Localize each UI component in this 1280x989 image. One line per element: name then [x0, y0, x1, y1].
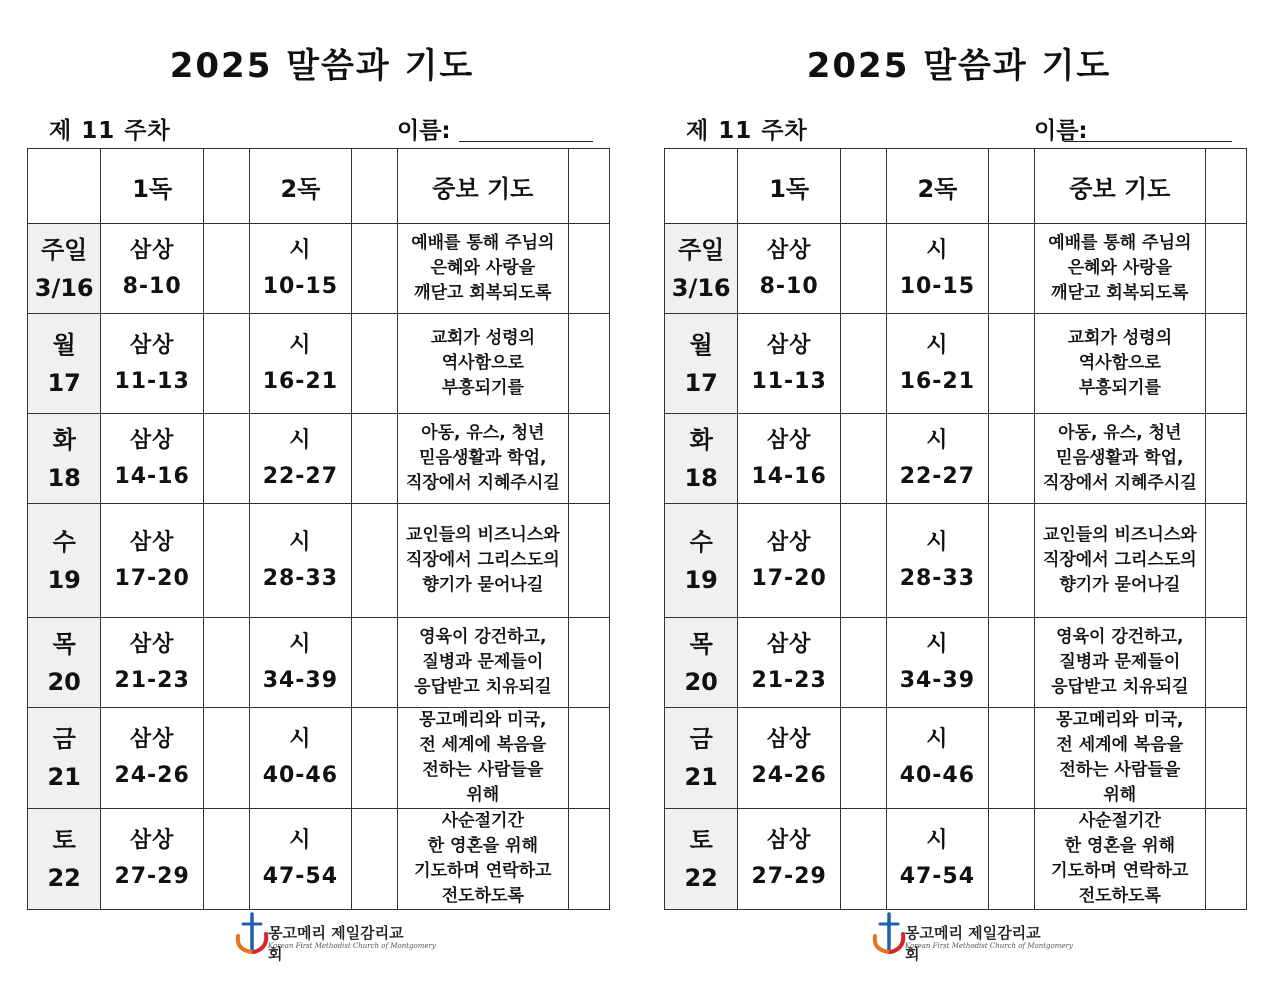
reading2-book: 시 — [926, 631, 949, 657]
prayer-cell — [1034, 504, 1205, 618]
reading1-checkbox[interactable] — [840, 224, 886, 314]
reading1-checkbox[interactable] — [203, 224, 249, 314]
header-reading1: 1독 — [101, 149, 204, 224]
day-name: 수 — [52, 527, 76, 556]
day-date: 21 — [684, 763, 718, 791]
table-row — [665, 504, 1247, 618]
prayer-checkbox[interactable] — [1205, 809, 1246, 910]
table-row — [28, 224, 610, 314]
reading1-checkbox[interactable] — [840, 414, 886, 504]
prayer-line: 전 세계에 복음을 — [1056, 735, 1184, 755]
prayer-line: 아동, 유스, 청년 — [1058, 423, 1182, 443]
reading1-cell — [738, 414, 841, 504]
reading1-book: 삼상 — [129, 828, 175, 853]
reading1-cell — [101, 414, 204, 504]
prayer-line: 은혜와 사랑을 — [1067, 258, 1173, 278]
prayer-cell — [1034, 414, 1205, 504]
reading2-chapters: 34-39 — [899, 667, 976, 693]
prayer-line: 기도하며 연락하고 — [1051, 861, 1189, 881]
day-date: 20 — [684, 667, 718, 696]
reading2-checkbox[interactable] — [351, 504, 397, 618]
reading1-book: 삼상 — [129, 332, 175, 358]
church-cross-logo-icon — [869, 912, 909, 956]
church-logo — [232, 912, 436, 963]
prayer-cell — [397, 708, 568, 809]
prayer-line: 응답받고 치유되길 — [414, 677, 552, 697]
day-date: 20 — [47, 667, 81, 696]
table-row — [28, 504, 610, 618]
reading2-book: 시 — [926, 237, 949, 263]
reading2-checkbox[interactable] — [351, 809, 397, 910]
day-cell — [665, 414, 738, 504]
reading2-cell — [250, 504, 352, 618]
day-cell — [28, 809, 101, 910]
reading2-cell — [887, 618, 989, 708]
reading2-chapters: 16-21 — [899, 368, 976, 394]
logo-text: 몽고메리 제일감리교회 — [905, 924, 1041, 963]
prayer-line: 교인들의 비즈니스와 — [405, 525, 560, 545]
reading2-checkbox[interactable] — [351, 708, 397, 809]
week-label: 제 11 주차 — [49, 118, 171, 144]
prayer-checkbox[interactable] — [568, 314, 609, 414]
church-logo — [869, 912, 1073, 963]
reading1-cell — [738, 809, 841, 910]
prayer-line: 은혜와 사랑을 — [430, 258, 536, 278]
sheet-title: 2025 말씀과 기도 — [169, 46, 475, 86]
prayer-checkbox[interactable] — [1205, 414, 1246, 504]
reading1-checkbox[interactable] — [203, 618, 249, 708]
prayer-line: 부흥되기를 — [1078, 378, 1161, 398]
day-name: 토 — [52, 826, 76, 854]
header-reading2: 2독 — [887, 149, 989, 224]
reading1-chapters: 17-20 — [751, 565, 827, 591]
prayer-line: 교인들의 비즈니스와 — [1042, 525, 1197, 545]
reading2-checkbox[interactable] — [351, 314, 397, 414]
reading2-book: 시 — [926, 332, 949, 358]
day-cell — [28, 314, 101, 414]
prayer-line: 전하는 사람들을 — [1059, 760, 1181, 780]
prayer-line: 직장에서 그리스도의 — [405, 550, 560, 570]
reading1-chapters: 14-16 — [114, 463, 190, 489]
prayer-line: 부흥되기를 — [441, 378, 524, 398]
header-check3 — [568, 149, 609, 224]
day-date: 3/16 — [671, 273, 731, 302]
reading2-chapters: 40-46 — [899, 763, 976, 788]
day-cell — [665, 224, 738, 314]
day-date: 19 — [684, 565, 718, 594]
prayer-line: 깨닫고 회복되도록 — [1051, 283, 1189, 303]
reading1-cell — [101, 504, 204, 618]
reading2-book: 시 — [289, 237, 312, 263]
reading1-book: 삼상 — [766, 237, 812, 263]
reading1-chapters: 24-26 — [751, 763, 827, 788]
logo-subtext: Korean First Methodist Church of Montgomery — [268, 942, 436, 950]
name-field[interactable] — [459, 141, 593, 142]
reading1-book: 삼상 — [766, 427, 812, 453]
reading2-chapters: 10-15 — [899, 273, 976, 299]
reading2-cell — [887, 708, 989, 809]
day-name: 화 — [52, 425, 76, 454]
reading2-cell — [250, 414, 352, 504]
sheet-title: 2025 말씀과 기도 — [806, 46, 1112, 86]
prayer-cell — [397, 504, 568, 618]
prayer-checkbox[interactable] — [1205, 224, 1246, 314]
reading1-cell — [738, 708, 841, 809]
day-name: 화 — [689, 425, 713, 454]
day-date: 18 — [47, 463, 81, 492]
reading2-book: 시 — [926, 828, 949, 853]
day-cell — [28, 504, 101, 618]
day-name: 주일 — [41, 235, 88, 264]
prayer-cell — [397, 618, 568, 708]
reading1-checkbox[interactable] — [203, 708, 249, 809]
header-check1 — [203, 149, 249, 224]
prayer-line: 역사함으로 — [1078, 353, 1161, 373]
prayer-line: 한 영혼을 위해 — [1064, 836, 1175, 856]
name-label: 이름: — [1034, 118, 1088, 144]
header-check1 — [840, 149, 886, 224]
day-name: 월 — [52, 330, 76, 359]
header-reading2: 2독 — [250, 149, 352, 224]
reading1-chapters: 17-20 — [114, 565, 190, 591]
header-reading1: 1독 — [738, 149, 841, 224]
day-name: 월 — [689, 330, 713, 359]
name-field[interactable] — [1064, 141, 1232, 142]
prayer-line: 기도하며 연락하고 — [414, 861, 552, 881]
prayer-checkbox[interactable] — [568, 708, 609, 809]
reading2-checkbox[interactable] — [988, 504, 1034, 618]
reading1-cell — [738, 504, 841, 618]
prayer-checkbox[interactable] — [1205, 504, 1246, 618]
reading1-cell — [101, 708, 204, 809]
day-date: 18 — [684, 463, 718, 492]
reading2-chapters: 40-46 — [262, 763, 339, 788]
reading1-book: 삼상 — [766, 332, 812, 358]
prayer-checkbox[interactable] — [1205, 618, 1246, 708]
reading2-checkbox[interactable] — [988, 314, 1034, 414]
reading2-book: 시 — [926, 529, 949, 555]
logo-subtext: Korean First Methodist Church of Montgomery — [905, 942, 1073, 950]
prayer-line: 직장에서 지혜주시길 — [1042, 473, 1197, 493]
reading1-cell — [101, 809, 204, 910]
prayer-checkbox[interactable] — [1205, 314, 1246, 414]
header-check2 — [988, 149, 1034, 224]
table-row — [665, 414, 1247, 504]
prayer-line: 사순절기간 — [1078, 811, 1161, 831]
prayer-cell — [1034, 809, 1205, 910]
table-row — [28, 618, 610, 708]
prayer-cell — [397, 224, 568, 314]
reading1-checkbox[interactable] — [203, 504, 249, 618]
day-cell — [665, 314, 738, 414]
day-date: 22 — [684, 864, 718, 892]
table-row — [28, 809, 610, 910]
prayer-line: 믿음생활과 학업, — [419, 448, 547, 468]
table-row — [665, 708, 1247, 809]
reading2-checkbox[interactable] — [988, 224, 1034, 314]
day-date: 21 — [47, 763, 81, 791]
day-cell — [28, 414, 101, 504]
reading1-chapters: 8-10 — [122, 273, 182, 299]
reading2-cell — [887, 504, 989, 618]
prayer-cell — [397, 809, 568, 910]
reading1-book: 삼상 — [129, 529, 175, 555]
reading-plan-table — [27, 148, 610, 910]
table-header-row — [665, 149, 1247, 224]
table-row — [665, 314, 1247, 414]
reading2-book: 시 — [289, 529, 312, 555]
reading1-checkbox[interactable] — [840, 809, 886, 910]
reading2-book: 시 — [926, 727, 949, 752]
reading2-chapters: 34-39 — [262, 667, 339, 693]
day-name: 목 — [689, 629, 713, 658]
reading2-checkbox[interactable] — [351, 224, 397, 314]
reading2-cell — [887, 224, 989, 314]
prayer-cell — [1034, 618, 1205, 708]
logo-text: 몽고메리 제일감리교회 — [268, 924, 404, 963]
reading2-chapters: 47-54 — [262, 864, 339, 889]
day-date: 19 — [47, 565, 81, 594]
reading2-book: 시 — [289, 727, 312, 752]
prayer-line: 역사함으로 — [441, 353, 524, 373]
prayer-line: 영육이 강건하고, — [1056, 627, 1184, 647]
prayer-checkbox[interactable] — [568, 809, 609, 910]
day-date: 17 — [47, 368, 81, 397]
prayer-cell — [1034, 314, 1205, 414]
reading2-book: 시 — [289, 631, 312, 657]
church-cross-logo-icon — [232, 912, 272, 956]
header-prayer: 중보 기도 — [397, 149, 568, 224]
prayer-line: 질병과 문제들이 — [1059, 652, 1181, 672]
reading2-chapters: 28-33 — [262, 565, 339, 591]
reading2-cell — [887, 809, 989, 910]
reading2-book: 시 — [289, 427, 312, 453]
reading2-checkbox[interactable] — [988, 618, 1034, 708]
prayer-cell — [1034, 224, 1205, 314]
prayer-line: 믿음생활과 학업, — [1056, 448, 1184, 468]
reading1-book: 삼상 — [766, 529, 812, 555]
table-row — [28, 708, 610, 809]
reading2-cell — [887, 414, 989, 504]
reading1-chapters: 8-10 — [759, 273, 819, 299]
reading1-chapters: 24-26 — [114, 763, 190, 788]
day-cell — [665, 809, 738, 910]
table-row — [665, 224, 1247, 314]
reading1-cell — [738, 618, 841, 708]
prayer-line: 예배를 통해 주님의 — [1048, 233, 1192, 253]
reading1-book: 삼상 — [129, 631, 175, 657]
reading2-cell — [250, 224, 352, 314]
reading1-cell — [738, 314, 841, 414]
week-label: 제 11 주차 — [686, 118, 808, 144]
reading1-book: 삼상 — [129, 427, 175, 453]
reading2-checkbox[interactable] — [988, 708, 1034, 809]
prayer-line: 몽고메리와 미국, — [1056, 710, 1184, 730]
prayer-line: 위해 — [1103, 785, 1137, 805]
reading1-book: 삼상 — [129, 237, 175, 263]
day-name: 수 — [689, 527, 713, 556]
day-name: 목 — [52, 629, 76, 658]
prayer-checkbox[interactable] — [568, 224, 609, 314]
reading1-book: 삼상 — [766, 631, 812, 657]
reading1-chapters: 11-13 — [751, 368, 827, 394]
reading1-chapters: 27-29 — [114, 864, 190, 889]
reading1-checkbox[interactable] — [840, 708, 886, 809]
prayer-cell — [397, 414, 568, 504]
prayer-line: 영육이 강건하고, — [419, 627, 547, 647]
reading1-checkbox[interactable] — [840, 618, 886, 708]
prayer-line: 한 영혼을 위해 — [427, 836, 538, 856]
reading1-checkbox[interactable] — [203, 414, 249, 504]
reading2-chapters: 28-33 — [899, 565, 976, 591]
reading1-chapters: 27-29 — [751, 864, 827, 889]
reading2-chapters: 47-54 — [899, 864, 976, 889]
reading1-cell — [738, 224, 841, 314]
reading2-cell — [250, 314, 352, 414]
reading1-cell — [101, 314, 204, 414]
reading2-chapters: 22-27 — [262, 463, 339, 489]
day-cell — [665, 708, 738, 809]
prayer-line: 아동, 유스, 청년 — [421, 423, 545, 443]
reading2-chapters: 16-21 — [262, 368, 339, 394]
reading1-chapters: 11-13 — [114, 368, 190, 394]
reading1-book: 삼상 — [766, 828, 812, 853]
prayer-line: 질병과 문제들이 — [422, 652, 544, 672]
table-row — [665, 618, 1247, 708]
reading1-chapters: 21-23 — [751, 667, 827, 693]
prayer-line: 전도하도록 — [1078, 886, 1161, 906]
day-date: 17 — [684, 368, 718, 397]
reading1-book: 삼상 — [766, 727, 812, 752]
reading1-checkbox[interactable] — [203, 809, 249, 910]
header-check2 — [351, 149, 397, 224]
reading1-checkbox[interactable] — [203, 314, 249, 414]
reading2-checkbox[interactable] — [351, 414, 397, 504]
reading2-book: 시 — [289, 332, 312, 358]
prayer-checkbox[interactable] — [1205, 708, 1246, 809]
prayer-line: 깨닫고 회복되도록 — [414, 283, 552, 303]
prayer-line: 교회가 성령의 — [430, 328, 536, 348]
day-name: 토 — [689, 826, 713, 854]
prayer-line: 교회가 성령의 — [1067, 328, 1173, 348]
day-cell — [28, 224, 101, 314]
reading2-cell — [250, 618, 352, 708]
prayer-line: 직장에서 지혜주시길 — [405, 473, 560, 493]
sheet-left — [27, 0, 617, 989]
reading2-cell — [250, 708, 352, 809]
name-label: 이름: — [397, 118, 451, 144]
day-name: 금 — [689, 725, 713, 753]
header-day — [665, 149, 738, 224]
reading1-cell — [101, 224, 204, 314]
reading2-checkbox[interactable] — [988, 414, 1034, 504]
prayer-checkbox[interactable] — [568, 618, 609, 708]
day-name: 주일 — [678, 235, 725, 264]
prayer-line: 직장에서 그리스도의 — [1042, 550, 1197, 570]
prayer-line: 응답받고 치유되길 — [1051, 677, 1189, 697]
reading-plan-table — [664, 148, 1247, 910]
reading2-cell — [887, 314, 989, 414]
reading2-checkbox[interactable] — [988, 809, 1034, 910]
day-date: 22 — [47, 864, 81, 892]
reading2-book: 시 — [289, 828, 312, 853]
prayer-line: 몽고메리와 미국, — [419, 710, 547, 730]
table-row — [665, 809, 1247, 910]
prayer-line: 향기가 묻어나길 — [422, 575, 544, 595]
reading1-cell — [101, 618, 204, 708]
header-check3 — [1205, 149, 1246, 224]
prayer-line: 전하는 사람들을 — [422, 760, 544, 780]
table-row — [28, 314, 610, 414]
prayer-checkbox[interactable] — [568, 414, 609, 504]
reading2-chapters: 22-27 — [899, 463, 976, 489]
prayer-cell — [1034, 708, 1205, 809]
reading2-checkbox[interactable] — [351, 618, 397, 708]
reading1-chapters: 21-23 — [114, 667, 190, 693]
prayer-line: 전 세계에 복음을 — [419, 735, 547, 755]
reading1-checkbox[interactable] — [840, 504, 886, 618]
prayer-line: 사순절기간 — [441, 811, 524, 831]
prayer-cell — [397, 314, 568, 414]
reading1-checkbox[interactable] — [840, 314, 886, 414]
day-cell — [28, 708, 101, 809]
reading2-book: 시 — [926, 427, 949, 453]
day-cell — [665, 618, 738, 708]
prayer-line: 위해 — [466, 785, 500, 805]
day-name: 금 — [52, 725, 76, 753]
table-header-row — [28, 149, 610, 224]
reading2-chapters: 10-15 — [262, 273, 339, 299]
day-cell — [28, 618, 101, 708]
prayer-line: 전도하도록 — [441, 886, 524, 906]
prayer-line: 향기가 묻어나길 — [1059, 575, 1181, 595]
header-day — [28, 149, 101, 224]
reading2-cell — [250, 809, 352, 910]
table-row — [28, 414, 610, 504]
reading1-book: 삼상 — [129, 727, 175, 752]
prayer-line: 예배를 통해 주님의 — [411, 233, 555, 253]
header-prayer: 중보 기도 — [1034, 149, 1205, 224]
day-date: 3/16 — [34, 273, 94, 302]
reading1-chapters: 14-16 — [751, 463, 827, 489]
day-cell — [665, 504, 738, 618]
sheet-right — [664, 0, 1254, 989]
prayer-checkbox[interactable] — [568, 504, 609, 618]
